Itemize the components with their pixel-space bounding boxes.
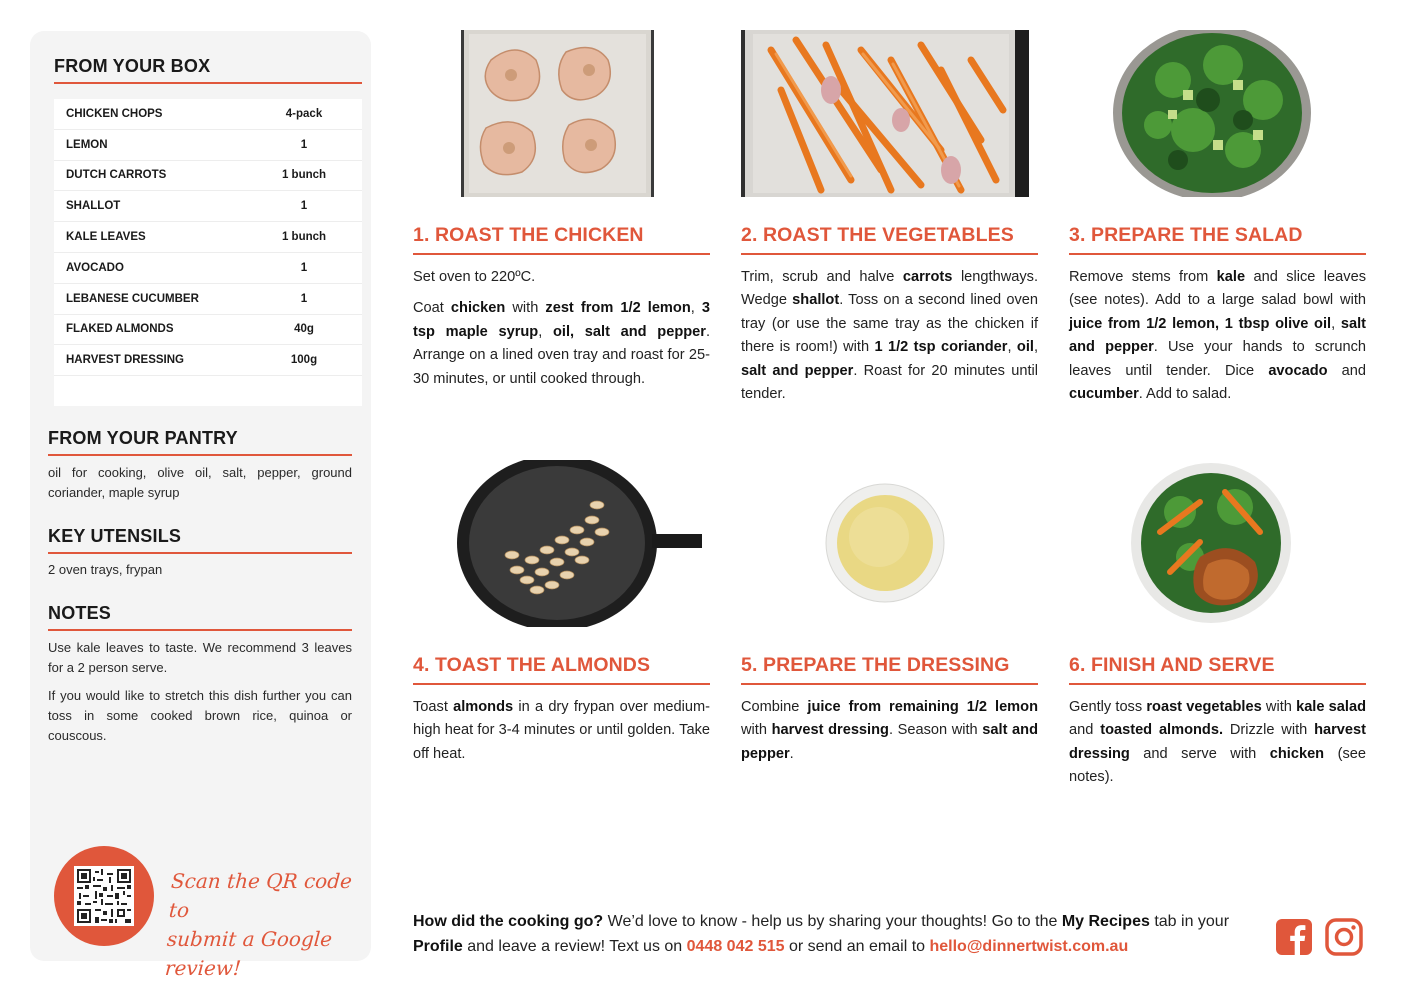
step-4-para-1 <box>413 696 710 766</box>
notes-text-2: If you would like to stretch this dish further you can toss in some cooked brown rice, quinoa or couscous. <box>48 688 352 743</box>
ingredient-row <box>54 161 362 192</box>
step-1-body <box>413 266 710 399</box>
bold-ingredient: juice from remaining 1/2 lemon <box>807 699 1038 715</box>
pantry-text: oil for cooking, olive oil, salt, pepper, ground coriander, maple syrup <box>48 465 352 500</box>
step-1-rule <box>413 253 710 255</box>
box-ingredients-table <box>54 99 362 406</box>
email-link[interactable]: hello@dinnertwist.com.au <box>929 938 1129 955</box>
step-6-body <box>1069 696 1366 798</box>
ingredient-row <box>54 284 362 315</box>
ingredients-sidebar <box>30 31 371 980</box>
instruction-text: with <box>505 300 546 317</box>
step-2-body <box>741 266 1038 414</box>
step-5-body <box>741 696 1038 774</box>
footer-text-3: and leave a review! Text us on <box>462 938 687 955</box>
bold-ingredient: carrots <box>902 269 953 285</box>
bold-ingredient: cucumber <box>1069 386 1139 403</box>
notes-heading: NOTES <box>48 603 112 623</box>
ingredient-qty: 1 bunch <box>281 169 327 182</box>
instruction-text: and serve with <box>1129 745 1270 762</box>
phone-link[interactable]: 0448 042 515 <box>686 938 785 955</box>
bold-ingredient: harvest dressing <box>771 722 889 739</box>
ingredient-name: KALE LEAVES <box>66 231 146 244</box>
step-2-title: 2. ROAST THE VEGETABLES <box>741 224 1014 246</box>
instruction-text: , <box>1331 315 1341 332</box>
ingredient-name: SHALLOT <box>66 200 121 213</box>
ingredient-qty: 1 <box>300 292 308 305</box>
footer-question: How did the cooking go? <box>413 913 604 930</box>
step-5-para-1 <box>741 696 1038 766</box>
bold-ingredient: roast vegetables <box>1146 699 1262 715</box>
bold-ingredient: kale salad <box>1296 699 1367 715</box>
utensils-heading: KEY UTENSILS <box>48 526 182 546</box>
instruction-text: Combine <box>741 699 808 715</box>
qr-code-pattern <box>77 869 131 923</box>
instruction-text: , <box>1007 339 1017 356</box>
qr-caption-line-2: submit a Google review! <box>164 927 333 980</box>
instruction-text: (see notes). <box>1069 745 1366 786</box>
instruction-text: . <box>789 745 794 762</box>
bold-ingredient: salt and pepper <box>741 362 854 379</box>
step-6-rule <box>1069 683 1366 685</box>
dressing-bowl-photo <box>825 483 945 603</box>
instruction-text: . Use your hands to scrunch leaves until tender. Dice <box>1069 339 1367 379</box>
carrots-tray-photo <box>741 30 1029 197</box>
pantry-heading: FROM YOUR PANTRY <box>48 428 238 448</box>
ingredient-row <box>54 345 362 376</box>
qr-code[interactable] <box>74 866 134 926</box>
instruction-text: Coat <box>413 300 451 317</box>
facebook-icon[interactable] <box>1275 918 1313 956</box>
bold-ingredient: juice from 1/2 lemon, 1 tbsp olive oil <box>1069 315 1332 332</box>
ingredient-name: AVOCADO <box>66 261 124 274</box>
qr-caption <box>164 867 362 983</box>
instruction-text: and <box>1327 362 1367 379</box>
bold-ingredient: salt and pepper <box>1069 315 1367 356</box>
instruction-text: , <box>1033 339 1039 356</box>
step-3-title: 3. PREPARE THE SALAD <box>1069 224 1303 246</box>
instagram-icon[interactable] <box>1325 918 1363 956</box>
bold-ingredient: zest from 1/2 lemon <box>545 300 691 317</box>
instruction-text: and slice leaves (see notes). Add to a large salad bowl with <box>1069 269 1366 309</box>
box-heading-rule <box>54 82 362 84</box>
step-6-title: 6. FINISH AND SERVE <box>1069 654 1275 676</box>
instruction-text: , <box>538 323 553 340</box>
instruction-text: Drizzle with <box>1223 722 1315 739</box>
footer-text-1: We’d love to know - help us by sharing your thoughts! Go to the <box>603 913 1062 930</box>
step-6-para-1 <box>1069 696 1366 790</box>
step-3-body <box>1069 266 1366 414</box>
bold-ingredient: harvest dressing <box>1069 722 1367 762</box>
instruction-text: . Season with <box>888 722 983 739</box>
instruction-text: lengthways. Wedge <box>741 269 1039 309</box>
ingredient-row <box>54 315 362 346</box>
instruction-text: Gently toss <box>1069 699 1147 715</box>
instruction-text: . Toss on a second lined oven tray (or use the same tray as the chicken if there is room!) with <box>741 292 1039 356</box>
ingredient-name: CHICKEN CHOPS <box>66 107 163 120</box>
utensils-heading-rule <box>48 552 352 554</box>
bold-ingredient: oil, salt and pepper <box>553 323 706 340</box>
qr-caption-line-1: Scan the QR code to <box>168 869 353 922</box>
instruction-text: . Arrange on a lined oven tray and roast for 25-30 minutes, or until cooked through. <box>413 323 711 387</box>
box-heading: FROM YOUR BOX <box>54 56 211 76</box>
bold-ingredient: salt and pepper <box>741 722 1038 762</box>
step-4-body <box>413 696 710 774</box>
review-footer <box>413 909 1263 959</box>
qr-badge[interactable] <box>54 846 154 946</box>
my-recipes-label: My Recipes <box>1061 913 1150 930</box>
ingredient-row <box>54 130 362 161</box>
bold-ingredient: oil <box>1016 339 1034 356</box>
step-3-rule <box>1069 253 1366 255</box>
step-2-rule <box>741 253 1038 255</box>
ingredient-name: LEBANESE CUCUMBER <box>66 292 199 305</box>
ingredient-name: LEMON <box>66 138 108 151</box>
instruction-text: with <box>1261 699 1297 715</box>
almonds-frypan-photo <box>457 460 702 627</box>
step-2-para-1 <box>741 266 1038 406</box>
chicken-tray-photo <box>461 30 654 197</box>
profile-label: Profile <box>413 938 463 955</box>
finished-dish-photo <box>1130 462 1292 624</box>
ingredient-name: FLAKED ALMONDS <box>66 323 174 336</box>
ingredient-qty: 1 bunch <box>281 231 327 244</box>
instruction-text: and <box>1069 722 1101 739</box>
footer-text-4: or send an email to <box>784 938 930 955</box>
ingredient-qty: 1 <box>300 200 308 213</box>
bold-ingredient: 3 tsp maple syrup <box>413 300 711 340</box>
ingredient-row <box>54 222 362 253</box>
bold-ingredient: 1 1/2 tsp coriander <box>874 339 1008 356</box>
step-5-title: 5. PREPARE THE DRESSING <box>741 654 1010 676</box>
ingredient-name: HARVEST DRESSING <box>66 354 185 367</box>
notes-heading-rule <box>48 629 352 631</box>
bold-ingredient: toasted almonds. <box>1100 722 1224 739</box>
instruction-text: with <box>741 722 772 739</box>
instruction-text: Trim, scrub and halve <box>741 269 903 285</box>
bold-ingredient: almonds <box>453 699 514 715</box>
step-4-rule <box>413 683 710 685</box>
ingredient-qty: 100g <box>290 354 318 367</box>
ingredient-qty: 1 <box>300 138 308 151</box>
bold-ingredient: chicken <box>450 300 506 317</box>
instruction-text: in a dry frypan over medium-high heat for 3-4 minutes or until golden. Take off heat. <box>413 699 711 762</box>
step-4-title: 4. TOAST THE ALMONDS <box>413 654 651 676</box>
footer-text-2: tab in your <box>1149 913 1230 930</box>
ingredient-qty: 40g <box>294 323 314 336</box>
ingredient-qty: 4-pack <box>285 107 323 120</box>
instruction-text: , <box>690 300 702 317</box>
step-1-para-2 <box>413 297 710 391</box>
instruction-text: Toast <box>413 699 454 715</box>
step-3-para-1 <box>1069 266 1366 406</box>
utensils-text: 2 oven trays, frypan <box>48 562 163 577</box>
ingredient-row <box>54 99 362 130</box>
notes-text-1: Use kale leaves to taste. We recommend 3 leaves for a 2 person serve. <box>48 640 352 675</box>
bold-ingredient: chicken <box>1269 745 1325 762</box>
kale-bowl-photo <box>1113 30 1311 197</box>
instruction-text: Remove stems from <box>1069 269 1217 285</box>
step-1-para-1: Set oven to 220ºC. <box>413 269 536 285</box>
pantry-heading-rule <box>48 454 352 456</box>
step-1-title: 1. ROAST THE CHICKEN <box>413 224 644 246</box>
bold-ingredient: kale <box>1216 269 1246 285</box>
instruction-text: . Add to salad. <box>1138 386 1232 403</box>
instruction-text: . Roast for 20 minutes until tender. <box>741 362 1039 403</box>
ingredient-name: DUTCH CARROTS <box>66 169 167 182</box>
bold-ingredient: shallot <box>792 292 840 309</box>
ingredient-row <box>54 191 362 222</box>
bold-ingredient: avocado <box>1268 362 1328 379</box>
ingredient-qty: 1 <box>300 261 308 274</box>
ingredient-row <box>54 253 362 284</box>
step-5-rule <box>741 683 1038 685</box>
